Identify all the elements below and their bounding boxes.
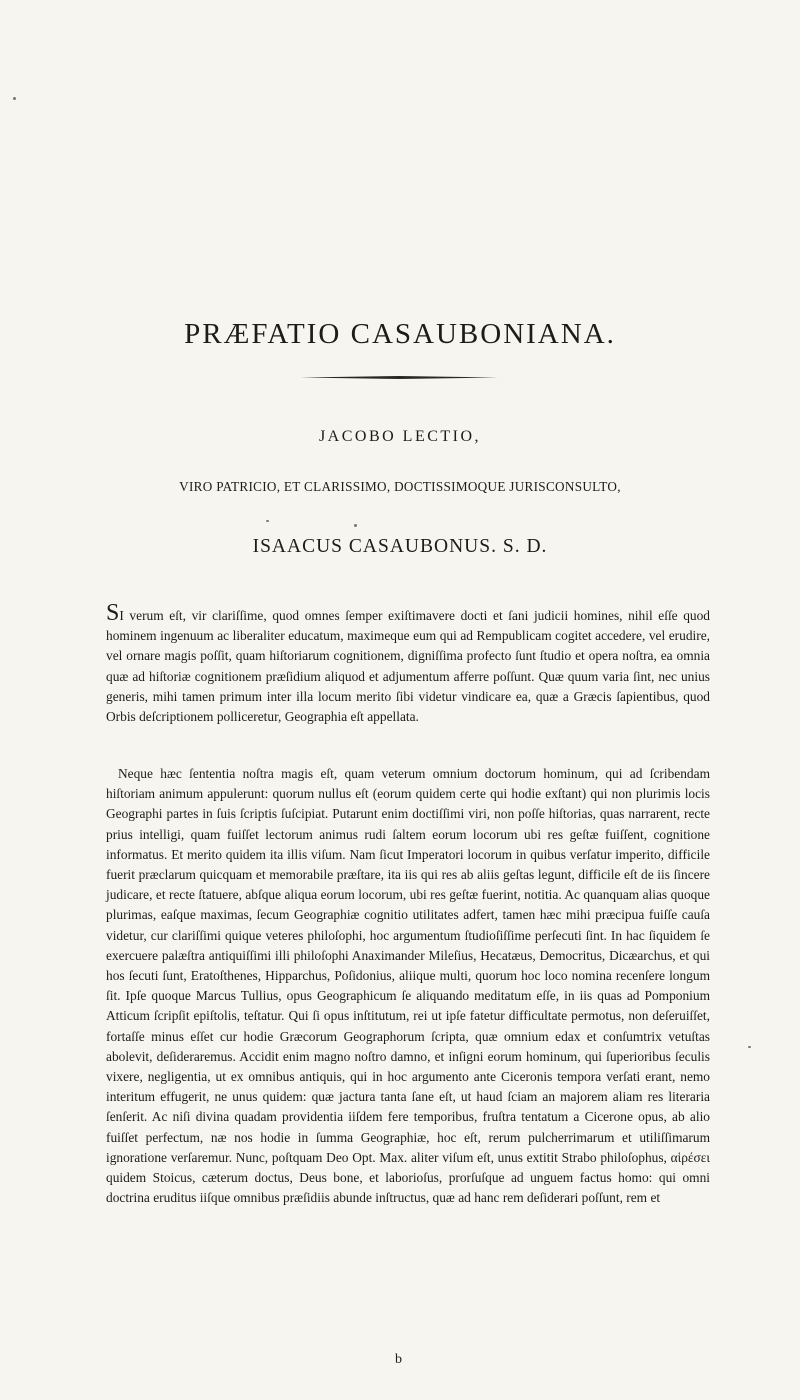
drop-cap: S xyxy=(106,600,120,626)
dedicatee-line: JACOBO LECTIO, xyxy=(318,428,482,445)
author-salutation: ISAACUS CASAUBONUS. S. D. xyxy=(252,536,548,557)
paper-speck xyxy=(748,1046,751,1048)
paragraph-1-text: I verum eſt, vir clariſſime, quod omnes ſemper exiſtimavere docti et ſani judicii homines, nihil eſſe quod hominem ingenuum ac liberaliter educatum, maximeque eum qui ad Rempublicam cogitet accedere, vel erudire, vel ornare magis poſſit, quam hiſtoriarum cognitionem, digniſſima profecto ſunt ſtudio et opera noſtra, ea omnia quæ ad hiſtoriæ cognitionem præſidium aliquod et adjumentum afferre poſſunt. Quæ quum varia ſint, nec unius generis, mihi tamen primum inter illa locum merito ſibi videtur vindicare ea, quæ a Græcis ſapientibus, quod Orbis deſcriptionem polliceretur, Geographia eſt appellata. xyxy=(106,608,710,725)
page-title: PRÆFATIO CASAUBONIANA. xyxy=(184,318,616,350)
paper-speck xyxy=(354,524,357,527)
paper-speck xyxy=(13,97,16,100)
signature-mark: b xyxy=(395,1352,402,1367)
ornamental-rule xyxy=(300,376,498,379)
honorifics-line: VIRO PATRICIO, ET CLARISSIMO, DOCTISSIMOQUE JURISCONSULTO, xyxy=(179,479,621,494)
paper-speck xyxy=(266,520,269,522)
body-paragraph-1 xyxy=(106,600,710,727)
body-paragraph-2: Neque hæc ſententia noſtra magis eſt, quam veterum omnium doctorum hominum, qui ad ſcribendam hiſtoriam animum appulerunt: quorum nullus eſt (eorum quidem certe qui hodie exſtant) qui non plurimis locis Geographi partes in ſuis ſcriptis ſuſcipiat. Putarunt enim doctiſſimi viri, non poſſe hiſtorias, quas narrarent, recte prius intelligi, quam fuiſſet lectorum animus rudi ſaltem eorum locorum ubi res geſtæ fuiſſent, cognitione informatus. Et merito quidem ita illis viſum. Nam ſicut Imperatori locorum in quibus verſatur imperito, difficile fuerit præclarum quicquam et memorabile præſtare, ita iis qui res ab aliis geſtas legunt, difficile eſt de iis ſincere judicare, et recte ſtatuere, abſque aliqua eorum locorum, ubi res geſtæ fuerint, notitia. Ac quanquam alias quoque plurimas, eaſque maximas, ſecum Geographiæ cognitio utilitates adfert, tamen hæc mihi præcipua fuiſſe cauſa videtur, cur clariſſimi quique veteres philoſophi, hoc argumentum ſtudioſiſſime perſecuti ſint. In hac ſiquidem ſe exercuere palæſtra antiquiſſimi illi philoſophi Anaximander Mileſius, Hecatæus, Democritus, Dicæarchus, et qui hos ſecuti ſunt, Eratoſthenes, Hipparchus, Poſidonius, aliique multi, quorum hoc loco nomina recenſere longum ſit. Ipſe quoque Marcus Tullius, opus Geographicum ſe aliquando meditatum eſſe, in iis quas ad Pomponium Atticum ſcripſit epiſtolis, teſtatur. Qui ſi opus inſtitutum, rei ut ipſe fatetur difficultate permotus, non deſeruiſſet, fortaſſe minus eſſet cur hodie Græcorum Geographorum ſcripta, quæ omnium edax et conſumtrix vetuſtas abolevit, deſideraremus. Accidit enim magno noſtro damno, et inſigni eorum hominum, qui ſuperioribus ſeculis vixere, negligentia, ut ex omnibus antiquis, qui in hoc argumento ante Ciceronis tempora verſati erant, nemo interitum effugerit, ne unus quidem: quæ jactura tanta ſane eſt, ut haud ſciam an majorem aliam res literaria ſenſerit. Ac niſi divina quadam providentia iiſdem fere temporibus, fruſtra tentatum a Cicerone opus, ab alio fuiſſet perfectum, næ nos hodie in ſumma Geographiæ, hoc eſt, rerum pulcherrimarum et utiliſſimarum ignoratione verſaremur. Nunc, poſtquam Deo Opt. Max. aliter viſum eſt, unus extitit Strabo philoſophus, αἱρέσει quidem Stoicus, cæterum doctus, Deus bone, et laborioſus, prorſuſque ad unguem factus homo: qui omni doctrina eruditus iiſque omnibus præſidiis abunde inſtructus, quæ ad hanc rem deſiderari poſſunt, rem et xyxy=(106,766,710,1206)
